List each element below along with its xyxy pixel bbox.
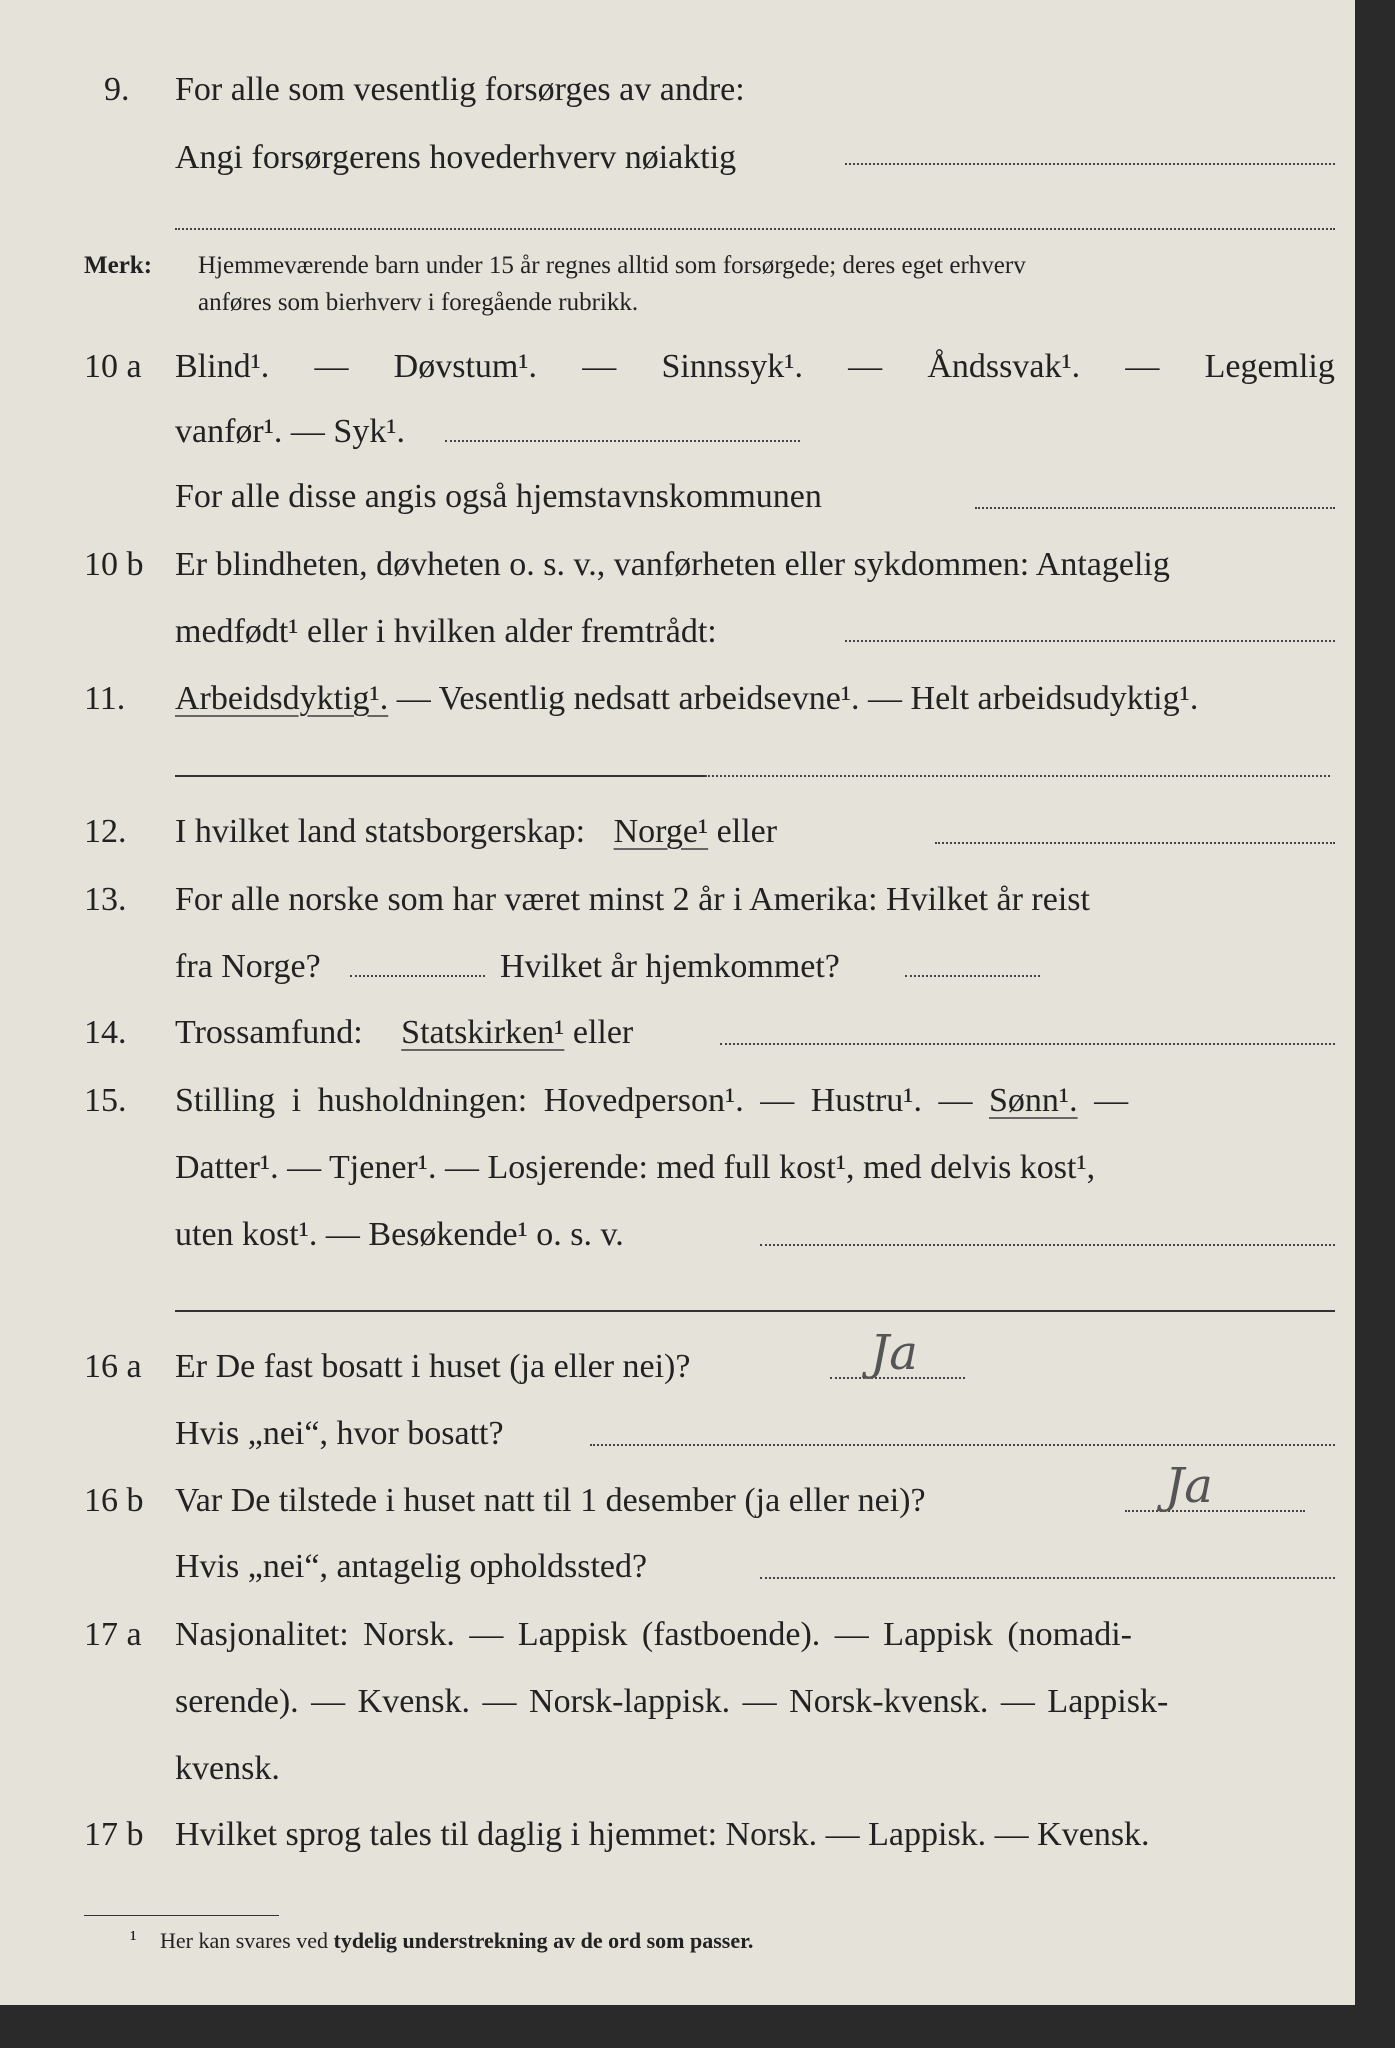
q10a-dash: — [314,348,349,385]
q15-line3: uten kost¹. — Besøkende¹ o. s. v. [175,1216,624,1253]
q17b-number: 17 b [84,1816,144,1853]
q14-other-field[interactable] [720,1043,1335,1045]
q14-else: eller [572,1014,634,1051]
q12-other-field[interactable] [935,842,1335,844]
q10b-number: 10 b [84,546,144,583]
q15-divider [175,1310,1335,1312]
q14-line [175,1013,633,1053]
q16a-handwritten-answer: Ja [870,1325,918,1381]
q9-line2: Angi forsørgerens hovederhverv nøiaktig [175,139,737,176]
q10b-line2: medfødt¹ eller i hvilken alder fremtrådt: [175,613,717,650]
merk-line2: anføres som bierhverv i foregående rubrikk. [198,289,639,316]
q15-options: Stilling i husholdningen: Hovedperson¹. — Hustru¹. — [175,1082,973,1119]
q14-number: 14. [84,1014,127,1051]
q11-divider-dotted [705,775,1330,777]
merk-line1: Hjemmeværende barn under 15 år regnes alltid som forsørgede; deres eget erhverv [198,252,1026,279]
q10a-sick-field[interactable] [445,440,800,442]
q13-number: 13. [84,881,127,918]
q12-number: 12. [84,813,127,850]
q16a-location-field[interactable] [590,1444,1335,1446]
q17a-line2: serende). — Kvensk. — Norsk-lappisk. — Norsk-kvensk. — Lappisk- [175,1683,1169,1720]
q15-dash: — [1094,1082,1129,1119]
q15-line2: Datter¹. — Tjener¹. — Losjerende: med full kost¹, med delvis kost¹, [175,1149,1096,1186]
q11-divider [175,775,705,777]
q16b-line1: Var De tilstede i huset natt til 1 desember (ja eller nei)? [175,1482,926,1519]
q12-else: eller [716,813,778,850]
q17a-line1: Nasjonalitet: Norsk. — Lappisk (fastboende). — Lappisk (nomadi- [175,1616,1132,1653]
q17a-line3: kvensk. [175,1750,280,1787]
q16b-line2: Hvis „nei“, antagelig opholdssted? [175,1548,648,1585]
q11-other-options: — Vesentlig nedsatt arbeidsevne¹. — Helt arbeidsudyktig¹. [388,680,1199,717]
q16b-number: 16 b [84,1482,144,1519]
q12-line [175,812,777,852]
q16a-line2: Hvis „nei“, hvor bosatt? [175,1415,504,1452]
q9-answer-field[interactable] [845,163,1335,165]
q16a-number: 16 a [84,1348,142,1385]
q10b-line1: Er blindheten, døvheten o. s. v., vanførheten eller sykdommen: Antagelig [175,546,1170,583]
q16b-location-field[interactable] [760,1577,1335,1579]
q16b-handwritten-answer: Ja [1165,1458,1213,1514]
q13-line2a: fra Norge? [175,948,321,985]
q17b-line1: Hvilket sprog tales til daglig i hjemmet: Norsk. — Lappisk. — Kvensk. [175,1816,1150,1853]
q9-line1: For alle som vesentlig forsørges av andre: [175,71,745,108]
q13-line2b: Hvilket år hjemkommet? [500,948,840,985]
q10a-line3: For alle disse angis også hjemstavnskommunen [175,478,822,515]
footnote [160,1925,753,1957]
q10a-option[interactable]: Sinnssyk¹. [661,348,803,385]
q13-line1: For alle norske som har været minst 2 år i Amerika: Hvilket år reist [175,881,1090,918]
merk-label: Merk: [84,252,153,279]
q16b-answer-field[interactable] [1125,1510,1305,1512]
q10a-option[interactable]: Legemlig [1204,348,1335,385]
q9-number: 9. [104,71,130,108]
q10b-answer-field[interactable] [845,640,1335,642]
q10a-option[interactable]: Blind¹. [175,348,270,385]
q13-return-year-field[interactable] [905,975,1040,977]
q10a-number: 10 a [84,348,142,385]
q11-selected-option[interactable]: Arbeidsdyktig¹. [175,680,389,717]
q10a-option[interactable]: Døvstum¹. [393,348,538,385]
q10a-line2: vanfør¹. — Syk¹. [175,413,406,450]
q14-question: Trossamfund: [175,1014,363,1051]
q12-question: I hvilket land statsborgerskap: [175,813,586,850]
q12-selected-option[interactable]: Norge¹ [613,813,709,850]
q10a-dash: — [582,348,617,385]
footnote-rule [84,1915,279,1916]
q15-other-field[interactable] [760,1244,1335,1246]
q13-left-year-field[interactable] [350,975,485,977]
q11-line [175,679,1198,719]
q14-selected-option[interactable]: Statskirken¹ [401,1014,565,1051]
q15-number: 15. [84,1082,127,1119]
q10a-options-line [175,347,1335,387]
q10a-municipality-field[interactable] [975,507,1335,509]
q16a-line1: Er De fast bosatt i huset (ja eller nei)? [175,1348,691,1385]
q11-number: 11. [84,680,126,717]
footnote-mark: ¹ [130,1926,137,1951]
q10a-dash: — [848,348,883,385]
footnote-text: Her kan svares ved [160,1928,328,1953]
q15-line1 [175,1081,1128,1121]
q17a-number: 17 a [84,1616,142,1653]
q10a-dash: — [1125,348,1160,385]
q9-answer-field-2[interactable] [175,228,1335,230]
footnote-bold-text: tydelig understrekning av de ord som passer. [333,1928,754,1953]
q15-selected-option[interactable]: Sønn¹. [988,1082,1078,1119]
q10a-option[interactable]: Åndssvak¹. [927,348,1081,385]
